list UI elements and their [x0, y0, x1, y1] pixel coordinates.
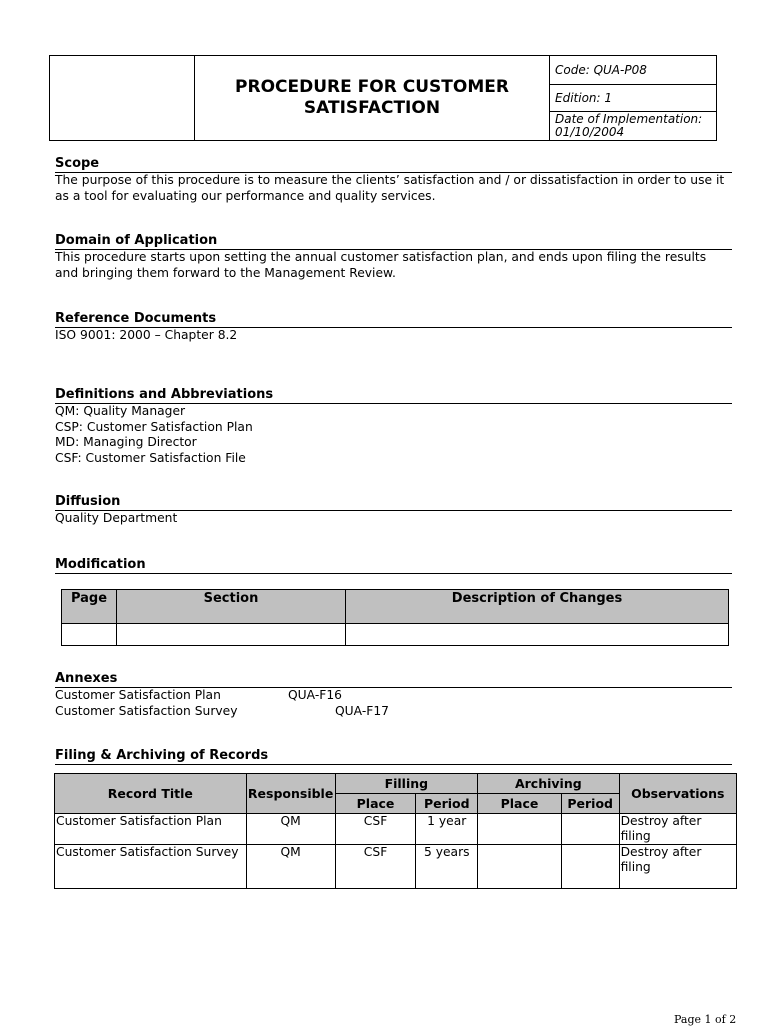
annex-code: QUA-F16 — [288, 688, 342, 702]
table-cell — [346, 624, 729, 646]
annex-item — [55, 688, 732, 704]
record-responsible: QM — [246, 845, 335, 889]
logo-placeholder — [50, 56, 195, 140]
column-header-filling-place: Place — [335, 794, 416, 814]
record-archiving-period — [561, 845, 619, 889]
table-cell — [117, 624, 346, 646]
definition-item: CSF: Customer Satisfaction File — [55, 450, 246, 465]
records-table — [54, 773, 737, 889]
definition-item: MD: Managing Director — [55, 435, 197, 449]
annex-name: Customer Satisfaction Plan — [55, 688, 221, 702]
section-heading: Reference Documents — [55, 311, 732, 328]
section-reference — [55, 311, 732, 344]
modification-table — [61, 589, 729, 646]
section-definitions — [55, 387, 732, 466]
document-code: Code: QUA-P08 — [550, 56, 716, 85]
column-header-filling-period: Period — [416, 794, 478, 814]
section-heading: Scope — [55, 156, 732, 173]
column-header-description: Description of Changes — [346, 590, 729, 624]
table-row — [55, 845, 737, 889]
section-text: ISO 9001: 2000 – Chapter 8.2 — [55, 328, 238, 342]
record-observations: Destroy after filing — [619, 845, 736, 889]
section-domain — [55, 233, 732, 281]
column-header-archiving-period: Period — [561, 794, 619, 814]
table-header-row — [55, 774, 737, 794]
record-archiving-place — [478, 845, 562, 889]
section-annexes — [55, 671, 732, 719]
column-header-record-title: Record Title — [55, 774, 247, 814]
record-archiving-period — [561, 814, 619, 845]
document-title: PROCEDURE FOR CUSTOMER SATISFACTION — [235, 77, 509, 118]
column-header-responsible: Responsible — [246, 774, 335, 814]
section-heading: Filing & Archiving of Records — [55, 748, 732, 765]
annex-item — [55, 704, 732, 720]
section-diffusion — [55, 494, 732, 527]
section-modification — [55, 557, 732, 574]
section-heading: Diffusion — [55, 494, 732, 511]
column-header-filling: Filling — [335, 774, 477, 794]
record-observations: Destroy after filing — [619, 814, 736, 845]
section-records — [55, 748, 732, 765]
document-date: Date of Implementation: 01/10/2004 — [555, 112, 703, 139]
section-text: This procedure starts upon setting the annual customer satisfaction plan, and ends upon filing the results and bringing them forward to the Management Review. — [55, 250, 707, 280]
record-filling-period: 5 years — [416, 845, 478, 889]
section-heading: Definitions and Abbreviations — [55, 387, 732, 404]
record-filling-place: CSF — [335, 814, 416, 845]
column-header-section: Section — [117, 590, 346, 624]
table-cell — [62, 624, 117, 646]
table-row — [55, 814, 737, 845]
record-filling-place: CSF — [335, 845, 416, 889]
record-filling-period: 1 year — [416, 814, 478, 845]
column-header-page: Page — [62, 590, 117, 624]
record-responsible: QM — [246, 814, 335, 845]
column-header-archiving: Archiving — [478, 774, 619, 794]
definition-item: CSP: Customer Satisfaction Plan — [55, 419, 253, 434]
record-title: Customer Satisfaction Plan — [55, 814, 247, 845]
section-scope — [55, 156, 732, 204]
annex-code: QUA-F17 — [335, 703, 389, 718]
table-header-row — [62, 590, 729, 624]
record-title: Customer Satisfaction Survey — [55, 845, 247, 889]
document-meta — [549, 56, 716, 140]
column-header-observations: Observations — [619, 774, 736, 814]
record-archiving-place — [478, 814, 562, 845]
section-text: Quality Department — [55, 511, 178, 525]
annex-name: Customer Satisfaction Survey — [55, 703, 238, 718]
definition-item: QM: Quality Manager — [55, 404, 186, 418]
section-heading: Domain of Application — [55, 233, 732, 250]
section-text: The purpose of this procedure is to measure the clients’ satisfaction and / or dissatisfaction in order to use it as a tool for evaluating our performance and quality services. — [55, 173, 725, 203]
page-number: Page 1 of 2 — [674, 1013, 737, 1026]
section-heading: Annexes — [55, 671, 732, 688]
section-heading: Modification — [55, 557, 732, 574]
table-row — [62, 624, 729, 646]
column-header-archiving-place: Place — [478, 794, 562, 814]
document-header — [49, 55, 717, 141]
document-edition: Edition: 1 — [550, 85, 716, 112]
